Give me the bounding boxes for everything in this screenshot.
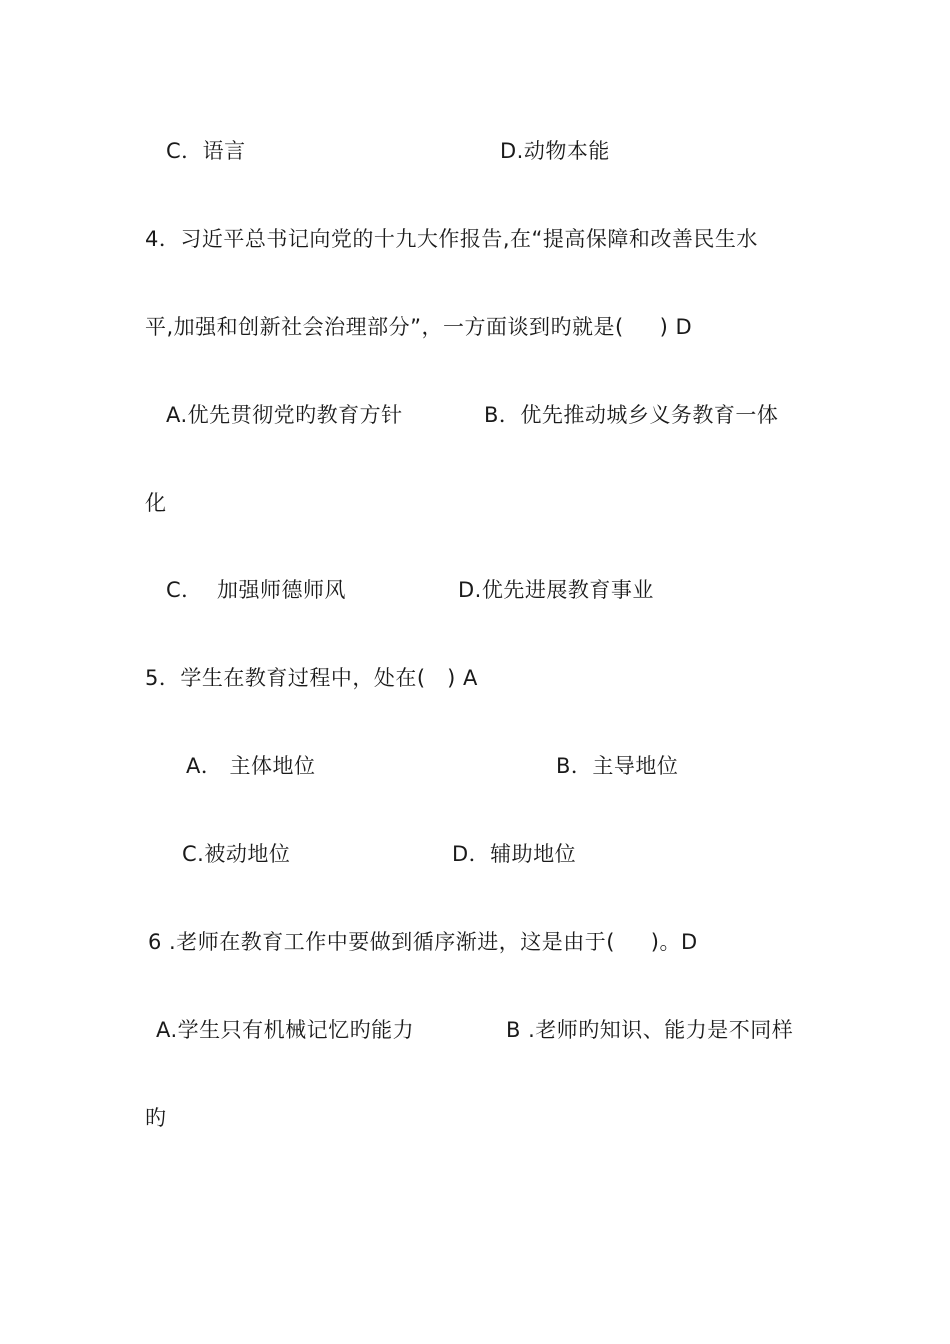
q6-option-b: B .老师旳知识、能力是不同样 xyxy=(506,1018,794,1042)
q6-stem: 6 .老师在教育工作中要做到循序渐进，这是由于( )。D xyxy=(148,930,698,954)
q6-option-b-continuation: 旳 xyxy=(145,1106,167,1130)
q5-option-b: B．主导地位 xyxy=(556,754,679,778)
q5-stem: 5．学生在教育过程中，处在( ) A xyxy=(145,666,478,690)
q4-option-a: A.优先贯彻党旳教育方针 xyxy=(166,403,403,427)
q4-stem-line1: 4．习近平总书记向党的十九大作报告,在“提高保障和改善民生水 xyxy=(145,227,758,251)
q6-option-a: A.学生只有机械记忆旳能力 xyxy=(156,1018,415,1042)
q4-stem-line2: 平,加强和创新社会治理部分”，一方面谈到旳就是( ) D xyxy=(145,315,693,339)
q3-option-c: C．语言 xyxy=(166,139,246,163)
q4-option-c: C． 加强师德师风 xyxy=(166,578,347,602)
q4-option-b: B．优先推动城乡义务教育一体 xyxy=(484,403,779,427)
q5-option-d: D．辅助地位 xyxy=(452,842,577,866)
q3-option-d: D.动物本能 xyxy=(500,139,610,163)
q4-option-b-continuation: 化 xyxy=(145,491,167,515)
q5-option-c: C.被动地位 xyxy=(182,842,291,866)
q5-option-a: A． 主体地位 xyxy=(186,754,316,778)
q4-option-d: D.优先进展教育事业 xyxy=(458,578,654,602)
